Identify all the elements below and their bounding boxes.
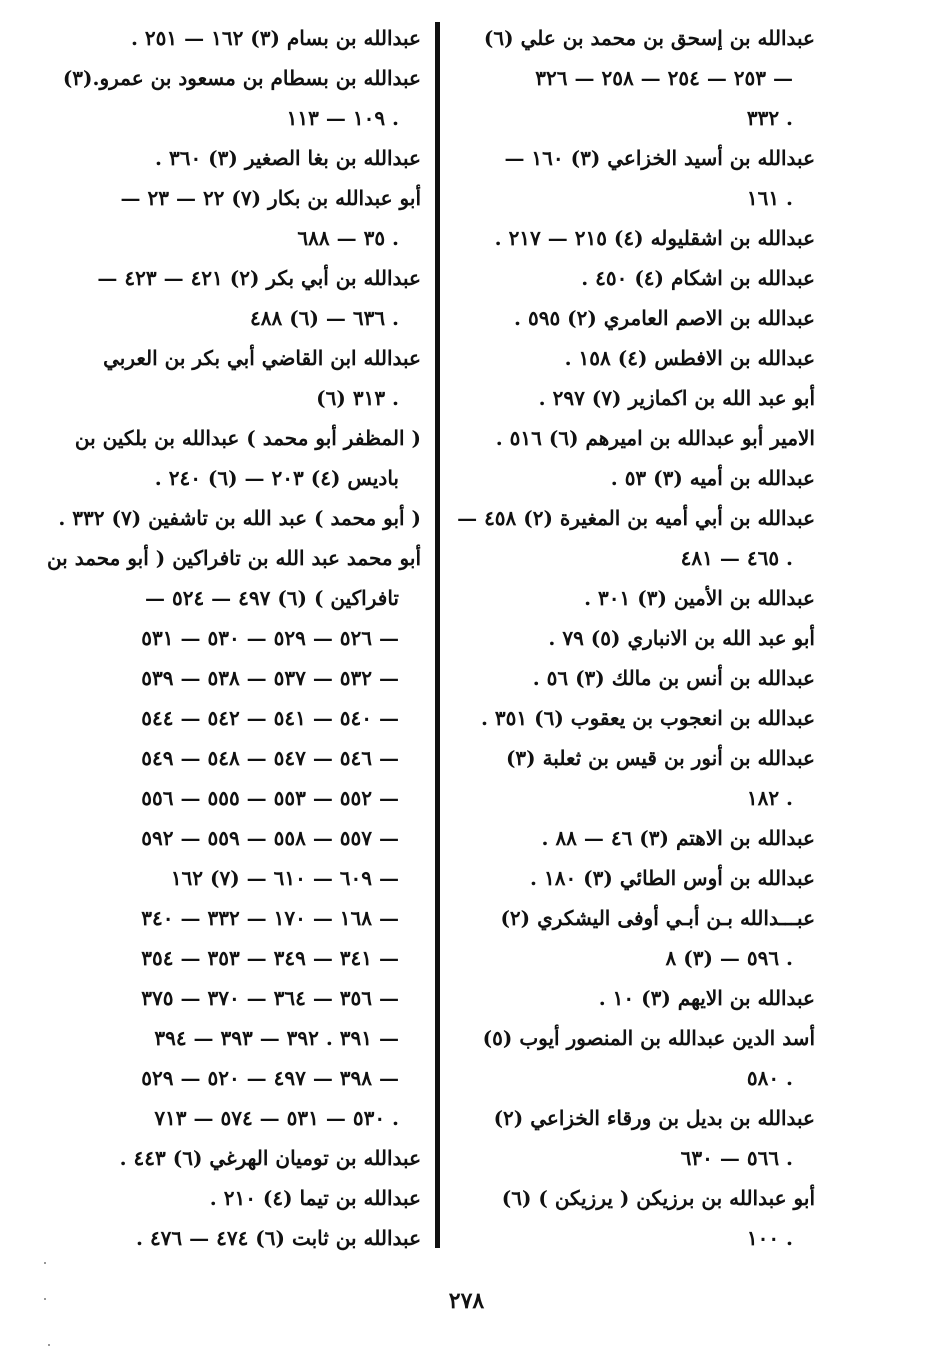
- left-column-entry-line: عبدالله بن ثابت (٦) ٤٧٤ — ٤٧٦ .: [136, 1226, 421, 1250]
- left-column-entry-line: ٣٥ — ٦٨٨ .: [297, 226, 399, 250]
- right-column-entry-line: عبدالله بن الأمين (٣) ٣٠١ .: [584, 586, 815, 610]
- left-column-entry-line: ١٦٨ — ١٧٠ — ٣٣٢ — ٣٤٠ —: [141, 906, 399, 930]
- right-column-entry-line: ٤٦٥ — ٤٨١ .: [680, 546, 793, 570]
- scan-speck: [48, 1344, 50, 1346]
- right-column-entry-line: ١٨٢ .: [746, 786, 793, 810]
- left-column-entry-line: ( المظفر أبو محمد ) عبدالله بن بلكين بن: [74, 426, 421, 450]
- scan-speck: [44, 1298, 46, 1300]
- left-column-entry-line: أبو عبدالله بن بكار (٧) ٢٢ — ٢٣ —: [120, 186, 421, 210]
- right-column-entry-line: عبدالله بن أنس بن مالك (٣) ٥٦ .: [532, 666, 815, 690]
- right-column-entry-line: عبدالله بن بديل بن ورقاء الخزاعي (٢): [493, 1106, 815, 1130]
- right-column-entry-line: عبـــدالله بـن أبـي أوفى اليشكري (٢): [500, 906, 815, 930]
- right-column-entry-line: ١٠٠ .: [746, 1226, 793, 1250]
- left-column-entry-line: عبدالله بن تومیان الهرغي (٦) ٤٤٣ .: [119, 1146, 421, 1170]
- left-column-entry-line: ٣٤١ — ٣٤٩ — ٣٥٣ — ٣٥٤ —: [141, 946, 399, 970]
- left-column-entry-line: عبدالله بن بسام (٣) ١٦٢ — ٢٥١ .: [130, 26, 421, 50]
- right-column-entry-line: ٥٩٦ — (٣) ٨ .: [665, 946, 793, 970]
- left-column-entry-line: عبدالله بن بسطام بن مسعود بن عمرو.(٣): [62, 66, 421, 90]
- left-column-entry-line: عبدالله بن بغا الصغير (٣) ٣٦٠ .: [155, 146, 421, 170]
- right-column-entry-line: ١٦١ .: [746, 186, 793, 210]
- scan-speck: [44, 1262, 46, 1264]
- left-column-entry-line: عبدالله بن تيما (٤) ٢١٠ .: [209, 1186, 421, 1210]
- right-column-entry-line: عبدالله بن اشقليوله (٤) ٢١٥ — ٢١٧ .: [494, 226, 815, 250]
- left-column-entry-line: ٣٩١ . ٣٩٢ — ٣٩٣ — ٣٩٤ —: [154, 1026, 399, 1050]
- right-column-entry-line: الامير أبو عبدالله بن اميرهم (٦) ٥١٦ .: [495, 426, 815, 450]
- left-column-entry-line: عبدالله ابن القاضي أبي بكر بن العربي: [103, 346, 421, 370]
- right-column-entry-line: أبو عبد الله بن الانباري (٥) ٧٩ .: [548, 626, 815, 650]
- right-column-entry-line: أبو عبد الله بن اكمازير (٧) ٢٩٧ .: [538, 386, 815, 410]
- right-column-entry-line: ٥٨٠ .: [746, 1066, 793, 1090]
- left-column-entry-line: أبو محمد عبد الله بن تافراكين ( أبو محمد بن: [46, 546, 421, 570]
- left-column-entry-line: ١٠٩ — ١١٣ .: [286, 106, 399, 130]
- right-column-entry-line: ٢٥٣ — ٢٥٤ — ٢٥٨ — ٣٢٦ —: [535, 66, 793, 90]
- right-column-entry-line: ٣٣٢ .: [746, 106, 793, 130]
- right-column-entry-line: عبدالله بن الاصم العامري (٢) ٥٩٥ .: [514, 306, 815, 330]
- right-column-entry-line: عبدالله بن الاهتم (٣) ٤٦ — ٨٨ .: [541, 826, 815, 850]
- right-column-entry-line: عبدالله بن أميه (٣) ٥٣ .: [610, 466, 815, 490]
- left-column-entry-line: ٥٤٠ — ٥٤١ — ٥٤٢ — ٥٤٤ —: [141, 706, 399, 730]
- right-column-entry-line: عبدالله بن أسيد الخزاعي (٣) ١٦٠ —: [504, 146, 815, 170]
- left-column-entry-line: (٦) ٣١٣ .: [316, 386, 399, 410]
- left-column-entry-line: ٣٥٦ — ٣٦٤ — ٣٧٠ — ٣٧٥ —: [141, 986, 399, 1010]
- right-column-entry-line: أبو عبدالله بن برزيكن ( يرزيكن ) (٦): [501, 1186, 815, 1210]
- right-column-entry-line: ٥٦٦ — ٦٣٠ .: [680, 1146, 793, 1170]
- left-column-entry-line: ٦٠٩ — ٦١٠ — (٧) ١٦٢ —: [170, 866, 399, 890]
- left-column-entry-line: ٥٣٢ — ٥٣٧ — ٥٣٨ — ٥٣٩ —: [141, 666, 399, 690]
- right-column-entry-line: عبدالله بن اشكام (٤) ٤٥٠ .: [581, 266, 815, 290]
- left-column-entry-line: عبدالله بن أبي بكر (٢) ٤٢١ — ٤٢٣ —: [97, 266, 421, 290]
- right-column-entry-line: أسد الدين عبدالله بن المنصور أيوب (٥): [482, 1026, 815, 1050]
- right-column-entry-line: عبدالله بن الافطس (٤) ١٥٨ .: [564, 346, 815, 370]
- left-column-entry-line: ٦٣٦ — (٦) ٤٨٨ .: [250, 306, 399, 330]
- column-divider: [435, 22, 440, 1248]
- right-column-entry-line: عبدالله بن انعجوب بن يعقوب (٦) ٣٥١ .: [480, 706, 815, 730]
- left-column: [46, 18, 421, 1258]
- left-column-entry-line: ٥٥٢ — ٥٥٣ — ٥٥٥ — ٥٥٦ —: [141, 786, 399, 810]
- left-column-entry-line: تافراكين ) (٦) ٤٩٧ — ٥٢٤ —: [144, 586, 399, 610]
- left-column-entry-line: باديس (٤) ٢٠٣ — (٦) ٢٤٠ .: [154, 466, 399, 490]
- left-column-entry-line: ( أبو محمد ) عبد الله بن تاشفين (٧) ٣٣٢ .: [58, 506, 421, 530]
- right-column-entry-line: عبدالله بن أبي أميه بن المغيرة (٢) ٤٥٨ —: [457, 506, 815, 530]
- page-number: ٢٧٨: [448, 1288, 485, 1314]
- right-column-entry-line: عبدالله بن إسحق بن محمد بن علي (٦): [483, 26, 815, 50]
- right-column-entry-line: عبدالله بن أوس الطائي (٣) ١٨٠ .: [530, 866, 815, 890]
- left-column-entry-line: ٣٩٨ — ٤٩٧ — ٥٢٠ — ٥٢٩ —: [141, 1066, 399, 1090]
- right-column-entry-line: عبدالله بن أنور بن قيس بن ثعلبة (٣): [505, 746, 815, 770]
- left-column-entry-line: ٥٢٦ — ٥٢٩ — ٥٣٠ — ٥٣١ —: [141, 626, 399, 650]
- left-column-entry-line: ٥٤٦ — ٥٤٧ — ٥٤٨ — ٥٤٩ —: [141, 746, 399, 770]
- left-column-entry-line: ٥٥٧ — ٥٥٨ — ٥٥٩ — ٥٩٢ —: [141, 826, 399, 850]
- right-column-entry-line: عبدالله بن الايهم (٣) ١٠ .: [598, 986, 815, 1010]
- left-column-entry-line: ٥٣٠ — ٥٣١ — ٥٧٤ — ٧١٣ .: [154, 1106, 399, 1130]
- right-column: [457, 18, 815, 1258]
